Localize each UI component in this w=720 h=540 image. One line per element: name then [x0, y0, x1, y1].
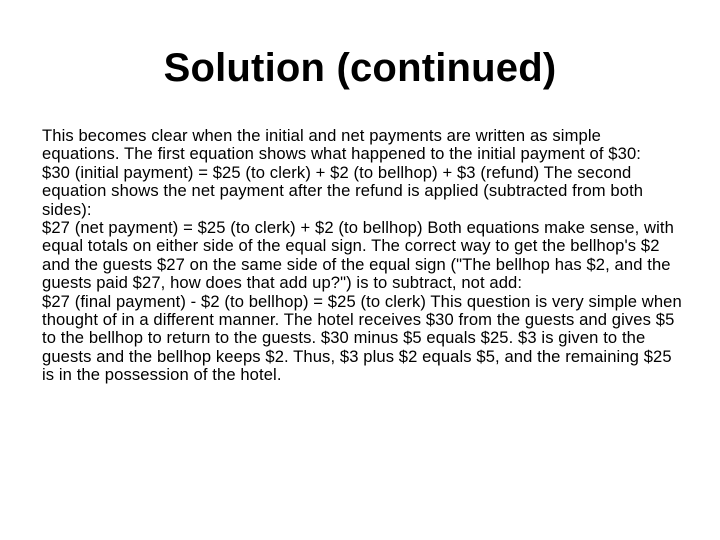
paragraph-second-equation: $27 (net payment) = $25 (to clerk) + $2 (to bellhop) Both equations make sense, with equal totals on either side of the equal sign. The correct way to get the bellhop's $2 and the guests $27 on the same side of the equal sign ("The bellhop has $2, and the guests paid $27, how does that add up?") is to subtract, not add: [42, 218, 674, 293]
paragraph-first-equation: $30 (initial payment) = $25 (to clerk) + $2 (to bellhop) + $3 (refund) The second equation shows the net payment after the refund is applied (subtracted from both sides): [42, 162, 644, 219]
paragraph-final-equation: $27 (final payment) - $2 (to bellhop) = $25 (to clerk) This question is very simple when thought of in a different manner. The hotel receives $30 from the guests and gives $5 to the bellhop to return to the guests. $30 minus $5 equals $25. $3 is given to the guests and the bellhop keeps $2. Thus, $3 plus $2 equals $5, and the remaining $25 is in the possession of the hotel. [42, 291, 682, 385]
slide-title: Solution (continued) [163, 46, 557, 90]
slide-body [42, 127, 682, 385]
paragraph-initial-equation-intro: This becomes clear when the initial and net payments are written as simple equations. The first equation shows what happened to the initial payment of $30: [42, 126, 642, 164]
